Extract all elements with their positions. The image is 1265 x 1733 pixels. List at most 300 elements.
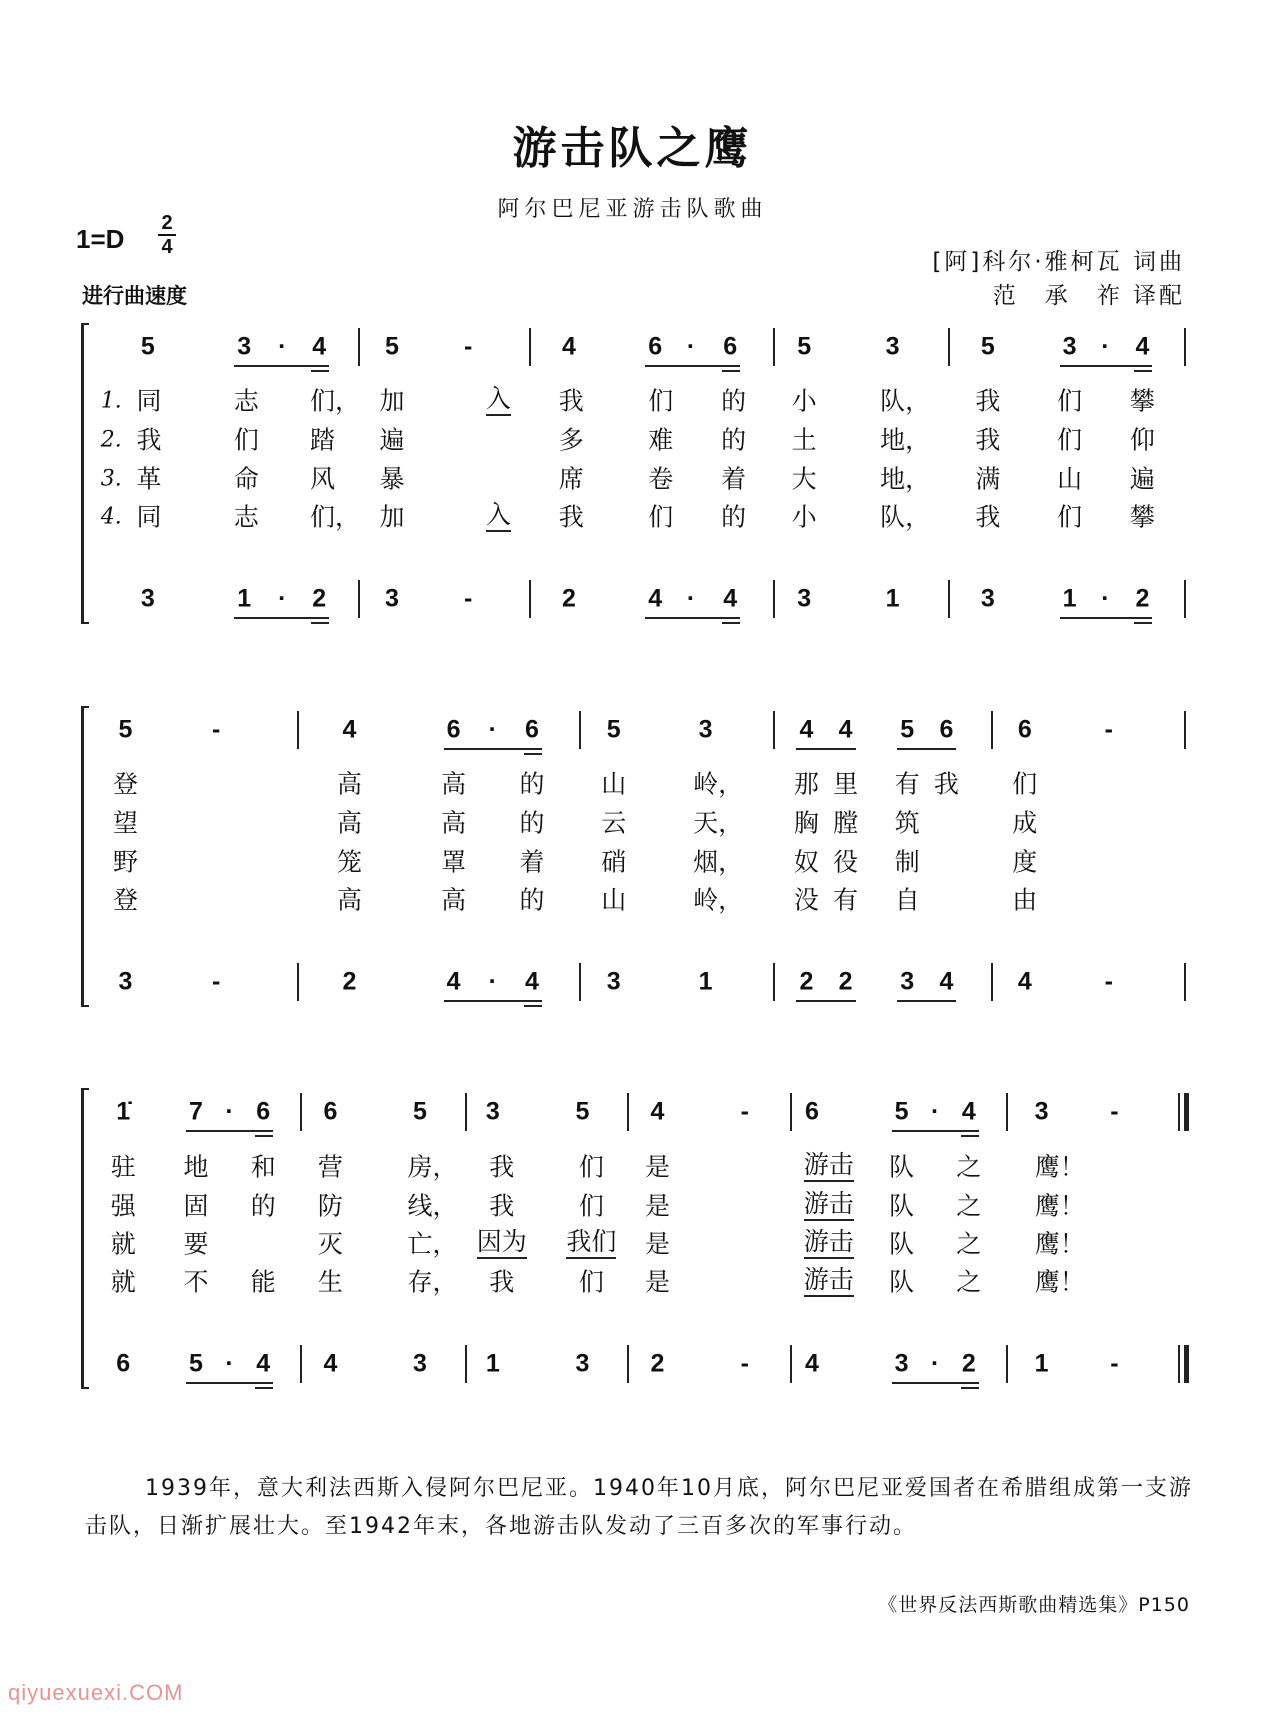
dash-note: - [740, 1097, 749, 1126]
note: 3 [140, 584, 155, 613]
beam [897, 1000, 956, 1002]
dash-note: - [740, 1349, 749, 1378]
note: 5 [606, 715, 621, 744]
lyric-syllable: 们 [1012, 769, 1038, 799]
bar-line [297, 963, 299, 1001]
system-bracket [81, 323, 94, 624]
lyric-syllable: 高 [336, 885, 362, 915]
lyric-syllable: 固 [183, 1191, 209, 1221]
beam [892, 1130, 979, 1132]
note: 3 [485, 1097, 500, 1126]
lyric-syllable: 云 [601, 808, 627, 838]
lyric-syllable: 我 [489, 1267, 515, 1297]
note: 3 [606, 967, 621, 996]
beam [444, 748, 542, 750]
lyric-syllable: 攀 [1129, 386, 1155, 416]
note: 5 [797, 332, 812, 361]
lyric-syllable: 岭， [693, 769, 744, 799]
note: 4 [256, 1349, 271, 1378]
bar-line [627, 1345, 629, 1383]
dot-note: · [931, 1349, 940, 1378]
lyric-syllable: 的 [250, 1191, 276, 1221]
lyric-syllable: 革 [136, 464, 162, 494]
lyric-syllable: 加 [379, 386, 405, 416]
note: 5 [140, 332, 155, 361]
lyric-syllable: 笼 [336, 847, 362, 877]
bar-line [465, 1093, 467, 1131]
lyric-syllable: 烟， [693, 847, 744, 877]
lyric-syllable: 土 [791, 425, 817, 455]
beam-double [255, 1135, 273, 1137]
note: 3 [885, 332, 900, 361]
note: 6 [648, 332, 663, 361]
lyric-syllable: 们 [648, 502, 674, 532]
lyric-syllable: 难 [648, 425, 674, 455]
bar-line [790, 1093, 792, 1131]
lyric-syllable: 野 [112, 847, 138, 877]
lyric-syllable: 要 [183, 1229, 209, 1259]
note: 2 [799, 967, 814, 996]
lyric-syllable: 高 [441, 808, 467, 838]
beam-double [1134, 370, 1152, 372]
lyric-syllable: 们 [578, 1191, 604, 1221]
lyric-syllable: 成 [1012, 808, 1038, 838]
lyric-syllable: 山 [1057, 464, 1083, 494]
note: 3 [894, 1349, 909, 1378]
note: 3 [698, 715, 713, 744]
lyric-syllable: 的 [721, 502, 747, 532]
note: 6 [1017, 715, 1032, 744]
lyric-syllable: 大 [791, 464, 817, 494]
note: 4 [342, 715, 357, 744]
note: 4 [799, 715, 814, 744]
final-bar-line [1178, 1093, 1180, 1131]
source-citation: 《世界反法西斯歌曲精选集》P150 [878, 1594, 1190, 1616]
lyric-syllable: 筑 [894, 808, 920, 838]
lyric-syllable: 我 [558, 502, 584, 532]
time-denominator: 4 [161, 236, 173, 258]
dot-note: · [686, 332, 696, 361]
lyric-syllable: 满 [975, 464, 1001, 494]
note: 4 [648, 584, 663, 613]
lyric-syllable: 度 [1012, 847, 1038, 877]
bar-line [579, 963, 581, 1001]
lyric-syllable: 游击 [804, 1267, 854, 1297]
lyric-syllable: 们， [310, 502, 361, 532]
dash-note: - [1104, 715, 1113, 744]
lyric-syllable: 鹰！ [1034, 1191, 1085, 1221]
note: 1 [698, 967, 713, 996]
lyric-syllable: 不 [183, 1267, 209, 1297]
lyric-syllable: 踏 [310, 425, 336, 455]
lyric-syllable: 和 [250, 1152, 276, 1182]
beam-double [255, 1387, 273, 1389]
note: 4 [1017, 967, 1032, 996]
note: 3 [1062, 332, 1077, 361]
lyric-syllable: 役 [833, 847, 859, 877]
lyric-syllable: 遍 [379, 425, 405, 455]
note: 1 [237, 584, 252, 613]
lyric-syllable: 高 [336, 769, 362, 799]
lyric-syllable: 小 [791, 386, 817, 416]
note: 4 [562, 332, 576, 361]
dash-note: - [211, 715, 221, 744]
lyric-syllable: 鹰！ [1034, 1229, 1085, 1259]
note: 6 [805, 1097, 819, 1126]
lyric-syllable: 入 [486, 386, 511, 416]
bar-line [1006, 1093, 1008, 1131]
lyric-syllable: 天， [693, 808, 744, 838]
note: 4 [961, 1097, 976, 1126]
lyric-syllable: 能 [250, 1267, 276, 1297]
lyric-syllable: 之 [956, 1229, 982, 1259]
lyric-syllable: 驻 [110, 1152, 136, 1182]
bar-line [300, 1345, 302, 1383]
note: 5 [413, 1097, 427, 1126]
lyric-syllable: 高 [336, 808, 362, 838]
note: 2 [562, 584, 576, 613]
bar-line [773, 963, 775, 1001]
beam-double [311, 370, 329, 372]
lyric-syllable: 游击 [804, 1191, 854, 1221]
note: 5 [894, 1097, 909, 1126]
beam [1060, 365, 1153, 367]
lyric-syllable: 地 [183, 1152, 209, 1182]
lyric-syllable: 亡， [407, 1229, 458, 1259]
beam-double [524, 753, 542, 755]
lyric-syllable: 卷 [648, 464, 674, 494]
beam-double [722, 622, 740, 624]
bar-line [773, 580, 775, 618]
lyric-syllable: 们 [1057, 386, 1083, 416]
lyric-syllable: 们 [578, 1152, 604, 1182]
lyric-syllable: 灭 [317, 1229, 343, 1259]
lyric-syllable: 着 [519, 847, 545, 877]
lyric-syllable: 们 [1057, 425, 1083, 455]
lyric-syllable: 就 [110, 1229, 136, 1259]
time-signature [158, 212, 176, 258]
beam-double [524, 1005, 542, 1007]
beam [892, 1382, 979, 1384]
lyric-syllable: 登 [112, 885, 138, 915]
lyric-syllable: 就 [110, 1267, 136, 1297]
lyric-syllable: 我 [489, 1191, 515, 1221]
note: 2 [650, 1349, 665, 1378]
beam [234, 365, 329, 367]
lyric-syllable: 防 [317, 1191, 343, 1221]
translator-credit: 范 承 祚 译配 [992, 283, 1185, 309]
note: 4 [723, 584, 738, 613]
lyric-syllable: 里 [833, 769, 859, 799]
note: 1 [1062, 584, 1077, 613]
beam-double [722, 370, 740, 372]
bar-line [579, 711, 581, 749]
lyric-syllable: 队 [889, 1191, 915, 1221]
note: 4 [312, 332, 327, 361]
lyric-syllable: 的 [519, 769, 545, 799]
lyric-syllable: 游击 [804, 1152, 854, 1182]
note: 5 [189, 1349, 203, 1378]
lyric-syllable: 同 [136, 386, 162, 416]
lyric-syllable: 罩 [441, 847, 467, 877]
verse-label: 3. [100, 466, 122, 492]
final-bar-line-thick [1184, 1345, 1189, 1383]
bar-line [1184, 963, 1186, 1001]
note: 4 [1135, 332, 1150, 361]
song-title: 游击队之鹰 [512, 123, 753, 174]
bar-line [948, 580, 950, 618]
lyric-syllable: 我 [136, 425, 162, 455]
lyric-syllable: 岭， [693, 885, 744, 915]
lyric-syllable: 志 [233, 502, 259, 532]
bar-line [991, 963, 993, 1001]
lyric-syllable: 我 [489, 1152, 515, 1182]
lyric-syllable: 我 [558, 386, 584, 416]
lyric-syllable: 硝 [601, 847, 627, 877]
lyric-syllable: 鹰！ [1034, 1152, 1085, 1182]
lyric-syllable: 望 [112, 808, 138, 838]
lyric-syllable: 入 [486, 502, 511, 532]
lyric-syllable: 强 [110, 1191, 136, 1221]
lyric-syllable: 线， [407, 1191, 458, 1221]
dash-note: - [463, 584, 473, 613]
bar-line [1184, 328, 1186, 366]
beam [234, 617, 329, 619]
dot-note: · [1101, 332, 1110, 361]
beam [796, 748, 855, 750]
lyric-syllable: 我 [975, 502, 1001, 532]
lyric-syllable: 之 [956, 1267, 982, 1297]
note: 3 [980, 584, 995, 613]
note: 3 [1034, 1097, 1049, 1126]
lyric-syllable: 有 [894, 769, 920, 799]
note: 6 [525, 715, 539, 744]
note: 2 [961, 1349, 976, 1378]
lyric-syllable: 的 [519, 808, 545, 838]
dot-note: · [686, 584, 696, 613]
bar-line [1184, 711, 1186, 749]
dot-note: · [225, 1349, 234, 1378]
song-subtitle: 阿尔巴尼亚游击队歌曲 [497, 197, 768, 222]
beam [645, 617, 740, 619]
lyric-syllable: 之 [956, 1191, 982, 1221]
system-bracket [81, 1088, 94, 1389]
note: 2 [312, 584, 327, 613]
lyric-syllable: 生 [317, 1267, 343, 1297]
lyric-syllable: 的 [721, 386, 747, 416]
bar-line [1006, 1345, 1008, 1383]
lyric-syllable: 房， [407, 1152, 458, 1182]
bar-line [358, 328, 360, 366]
system-bracket [81, 706, 94, 1007]
lyric-syllable: 没 [793, 885, 819, 915]
lyric-syllable: 志 [233, 386, 259, 416]
verse-label: 1. [100, 388, 122, 414]
lyric-syllable: 加 [379, 502, 405, 532]
lyric-syllable: 们， [310, 386, 361, 416]
bar-line [790, 1345, 792, 1383]
lyric-syllable: 队， [880, 502, 931, 532]
beam-double [311, 622, 329, 624]
beam [796, 1000, 855, 1002]
note: 3 [797, 584, 812, 613]
note: 1 [1034, 1349, 1049, 1378]
lyric-syllable: 营 [317, 1152, 343, 1182]
bar-line [1184, 580, 1186, 618]
note: 1̇ [116, 1097, 131, 1126]
dot-note: · [931, 1097, 940, 1126]
dot-note: · [278, 332, 287, 361]
dot-note: · [1101, 584, 1110, 613]
note: 5 [980, 332, 995, 361]
lyric-syllable: 登 [112, 769, 138, 799]
lyric-syllable: 席 [558, 464, 584, 494]
note: 4 [805, 1349, 819, 1378]
lyric-syllable: 队 [889, 1152, 915, 1182]
lyric-syllable: 暴 [379, 464, 405, 494]
note: 1 [485, 1349, 500, 1378]
lyric-syllable: 同 [136, 502, 162, 532]
tempo-marking: 进行曲速度 [82, 284, 187, 308]
beam-double [1134, 622, 1152, 624]
lyric-syllable: 是 [644, 1191, 670, 1221]
note: 3 [900, 967, 915, 996]
dot-note: · [488, 715, 497, 744]
bar-line [358, 580, 360, 618]
note: 3 [118, 967, 133, 996]
lyric-syllable: 胸 [793, 808, 819, 838]
bar-line [465, 1345, 467, 1383]
final-bar-line-thick [1184, 1093, 1189, 1131]
lyric-syllable: 仰 [1129, 425, 1155, 455]
note: 3 [237, 332, 252, 361]
lyric-syllable: 是 [644, 1229, 670, 1259]
note: 4 [939, 967, 954, 996]
lyric-syllable: 多 [558, 425, 584, 455]
dot-note: · [225, 1097, 234, 1126]
dash-note: - [1110, 1349, 1119, 1378]
note: 5 [575, 1097, 590, 1126]
lyric-syllable: 由 [1012, 885, 1038, 915]
bar-line [773, 711, 775, 749]
lyric-syllable: 风 [310, 464, 336, 494]
dash-note: - [1110, 1097, 1119, 1126]
lyric-syllable: 鹰！ [1034, 1267, 1085, 1297]
bar-line [529, 328, 531, 366]
credits [932, 245, 1185, 313]
lyric-syllable: 们 [1057, 502, 1083, 532]
lyric-syllable: 那 [793, 769, 819, 799]
verse-label: 4. [100, 504, 122, 530]
beam [1060, 617, 1153, 619]
note: 4 [446, 967, 461, 996]
lyric-syllable: 们 [233, 425, 259, 455]
note: 5 [385, 332, 399, 361]
note: 6 [256, 1097, 271, 1126]
description-paragraph: 1939年，意大利法西斯入侵阿尔巴尼亚。1940年10月底，阿尔巴尼亚爱国者在希腊组成第一支游击队，日渐扩展壮大。至1942年末，各地游击队发动了三百多次的军事行动。 [85, 1476, 1193, 1539]
lyric-syllable: 山 [601, 885, 627, 915]
lyric-syllable: 是 [644, 1267, 670, 1297]
bar-line [991, 711, 993, 749]
note: 2 [1135, 584, 1150, 613]
lyric-syllable: 我 [933, 769, 959, 799]
note: 6 [116, 1349, 131, 1378]
dash-note: - [1104, 967, 1113, 996]
dash-note: - [211, 967, 221, 996]
lyric-syllable: 地， [880, 464, 931, 494]
lyric-syllable: 高 [441, 885, 467, 915]
lyric-syllable: 自 [894, 885, 920, 915]
beam [444, 1000, 542, 1002]
note: 6 [323, 1097, 338, 1126]
lyric-syllable: 队， [880, 386, 931, 416]
bar-line [300, 1093, 302, 1131]
beam-double [961, 1135, 979, 1137]
lyric-syllable: 遍 [1129, 464, 1155, 494]
beam [186, 1130, 273, 1132]
beam [645, 365, 740, 367]
lyric-syllable: 队 [889, 1267, 915, 1297]
dash-note: - [463, 332, 473, 361]
time-numerator: 2 [158, 212, 176, 236]
note: 6 [939, 715, 954, 744]
dot-note: · [278, 584, 287, 613]
bar-line [627, 1093, 629, 1131]
composer-credit: [阿]科尔·雅柯瓦 词曲 [932, 249, 1185, 275]
watermark: qiyuexuexi.COM [8, 1680, 184, 1705]
lyric-syllable: 游击 [804, 1229, 854, 1259]
note: 2 [838, 967, 853, 996]
lyric-syllable: 存， [407, 1267, 458, 1297]
dot-note: · [488, 967, 497, 996]
note: 4 [525, 967, 539, 996]
bar-line [529, 580, 531, 618]
lyric-syllable: 有 [833, 885, 859, 915]
lyric-syllable: 膛 [833, 808, 859, 838]
note: 6 [723, 332, 738, 361]
note: 4 [323, 1349, 338, 1378]
lyric-syllable: 我们 [566, 1229, 616, 1259]
note: 4 [650, 1097, 665, 1126]
lyric-syllable: 的 [721, 425, 747, 455]
lyric-syllable: 们 [578, 1267, 604, 1297]
lyric-syllable: 我 [975, 386, 1001, 416]
note: 5 [118, 715, 133, 744]
lyric-syllable: 山 [601, 769, 627, 799]
lyric-syllable: 命 [233, 464, 259, 494]
lyric-syllable: 因为 [477, 1229, 527, 1259]
lyric-syllable: 们 [648, 386, 674, 416]
verse-label: 2. [100, 427, 122, 453]
lyric-syllable: 高 [441, 769, 467, 799]
key-signature: 1=D [76, 224, 125, 254]
lyric-syllable: 地， [880, 425, 931, 455]
bar-line [948, 328, 950, 366]
lyric-syllable: 攀 [1129, 502, 1155, 532]
lyric-syllable: 小 [791, 502, 817, 532]
note: 1 [885, 584, 900, 613]
beam [897, 748, 956, 750]
lyric-syllable: 之 [956, 1152, 982, 1182]
note: 3 [413, 1349, 427, 1378]
bar-line [297, 711, 299, 749]
note: 5 [900, 715, 915, 744]
lyric-syllable: 制 [894, 847, 920, 877]
beam [186, 1382, 273, 1384]
lyric-syllable: 奴 [793, 847, 819, 877]
lyric-syllable: 是 [644, 1152, 670, 1182]
lyric-syllable: 的 [519, 885, 545, 915]
